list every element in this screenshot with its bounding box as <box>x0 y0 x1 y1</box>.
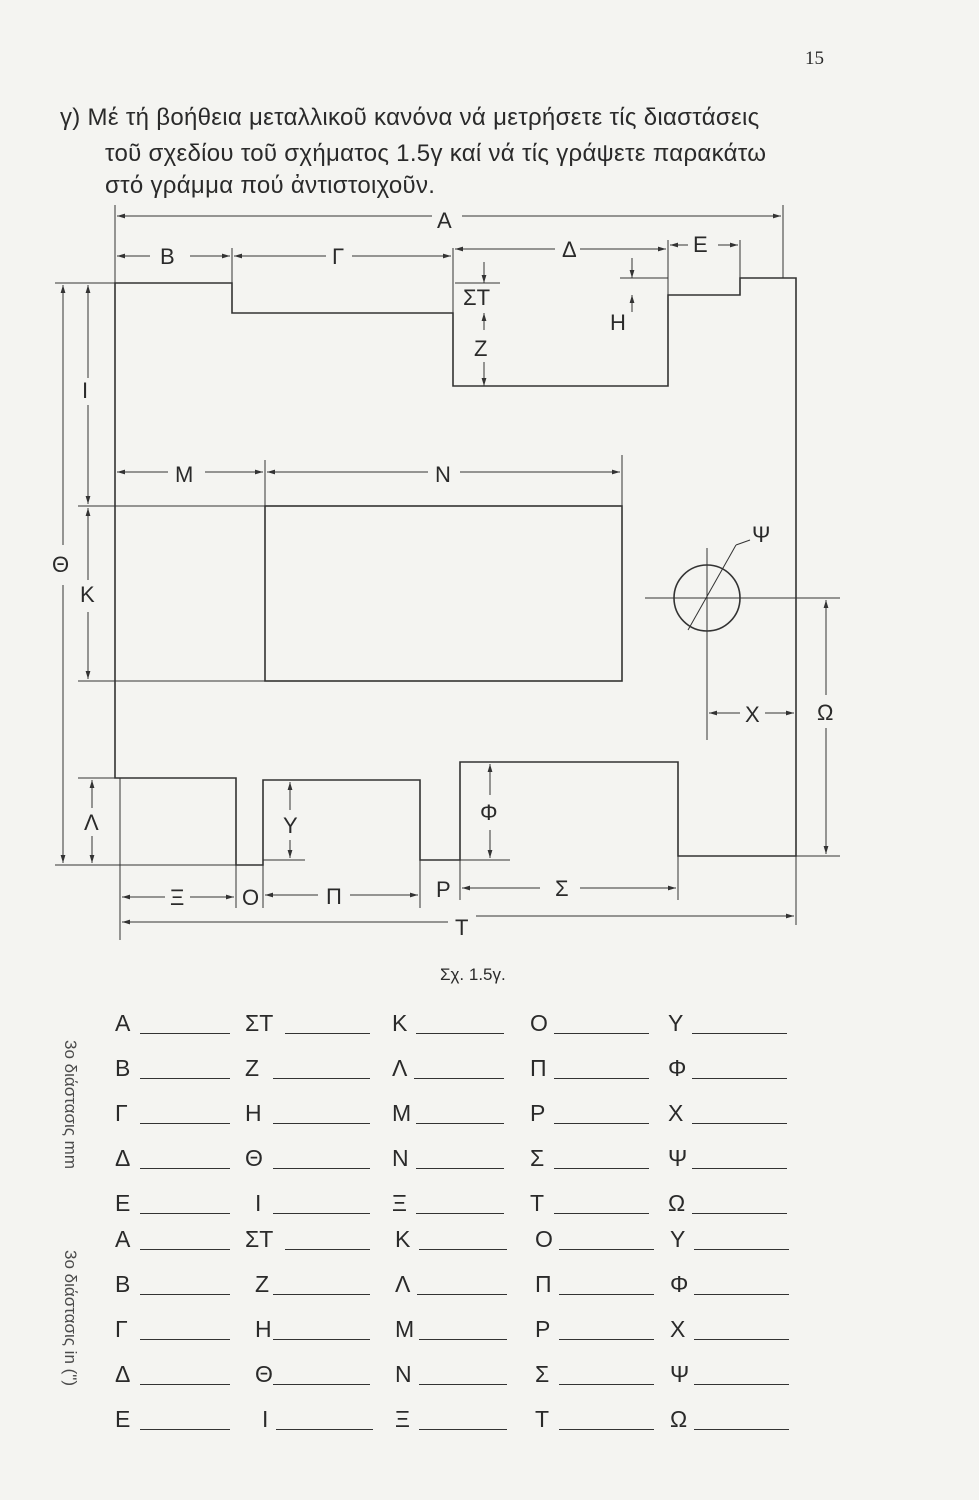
page-number: 15 <box>805 48 824 69</box>
answer-field[interactable]: Β <box>115 1055 130 1082</box>
svg-text:Ο: Ο <box>242 885 260 910</box>
answer-field[interactable]: Α <box>115 1226 130 1253</box>
svg-text:Υ: Υ <box>283 813 298 838</box>
answer-field[interactable]: Ζ <box>245 1055 259 1082</box>
instruction-line-3: στό γράμμα πού ἀντιστοιχοῦν. <box>105 172 436 199</box>
answer-field[interactable]: Κ <box>395 1226 410 1253</box>
answer-field[interactable]: Ξ <box>392 1190 407 1217</box>
answer-field[interactable]: Ξ <box>395 1406 410 1433</box>
svg-text:Β: Β <box>160 244 175 269</box>
side-label-mm: 3ο διάστασις mm <box>61 1040 80 1170</box>
svg-text:Ν: Ν <box>435 462 451 487</box>
answer-field[interactable]: Ψ <box>668 1145 687 1172</box>
answer-field[interactable]: Θ <box>255 1361 273 1388</box>
inner-rectangle <box>265 506 622 681</box>
answer-field[interactable]: Ε <box>115 1406 130 1433</box>
answer-field[interactable]: Θ <box>245 1145 263 1172</box>
answer-field[interactable]: Τ <box>535 1406 549 1433</box>
svg-text:Π: Π <box>326 884 342 909</box>
answer-field[interactable]: Ν <box>395 1361 412 1388</box>
svg-text:Χ: Χ <box>745 702 760 727</box>
answer-field[interactable]: Υ <box>670 1226 685 1253</box>
svg-text:Δ: Δ <box>562 237 577 262</box>
answer-field[interactable]: Β <box>115 1271 130 1298</box>
svg-text:Ω: Ω <box>817 700 834 725</box>
answer-field[interactable]: Χ <box>670 1316 685 1343</box>
svg-text:Ρ: Ρ <box>436 877 451 902</box>
svg-text:Α: Α <box>437 208 452 233</box>
svg-text:Ι: Ι <box>82 378 89 403</box>
answer-field[interactable]: Υ <box>668 1010 683 1037</box>
answer-field[interactable]: Γ <box>115 1316 128 1343</box>
answer-field[interactable]: Χ <box>668 1100 683 1127</box>
answer-field[interactable]: Μ <box>395 1316 414 1343</box>
svg-text:Λ: Λ <box>84 810 99 835</box>
answer-field[interactable]: Π <box>530 1055 547 1082</box>
svg-text:Μ: Μ <box>175 462 194 487</box>
answer-field[interactable]: Ζ <box>255 1271 269 1298</box>
svg-text:Θ: Θ <box>52 552 70 577</box>
answer-field[interactable]: Ω <box>668 1190 685 1217</box>
answer-field[interactable]: Ρ <box>530 1100 545 1127</box>
answer-field[interactable]: Μ <box>392 1100 411 1127</box>
answer-field[interactable]: ΣΤ <box>245 1226 273 1253</box>
side-label-inches: 3ο διάστασις in (") <box>61 1250 80 1386</box>
svg-text:Γ: Γ <box>332 244 345 269</box>
answer-field[interactable]: Φ <box>668 1055 686 1082</box>
svg-text:Ζ: Ζ <box>474 336 488 361</box>
instruction-line-2: τοῦ σχεδίου τοῦ σχήματος 1.5γ καί νά τίς γράψετε παρακάτω <box>105 140 767 167</box>
svg-text:Κ: Κ <box>80 582 95 607</box>
svg-text:Σ: Σ <box>555 876 569 901</box>
answer-field[interactable]: Π <box>535 1271 552 1298</box>
answer-field[interactable]: Ι <box>255 1190 261 1217</box>
svg-text:Ξ: Ξ <box>170 885 185 910</box>
answer-field[interactable]: Λ <box>392 1055 407 1082</box>
answer-field[interactable]: Δ <box>115 1361 130 1388</box>
answer-field[interactable]: Ο <box>530 1010 548 1037</box>
svg-text:Η: Η <box>610 310 626 335</box>
answer-field[interactable]: Ψ <box>670 1361 689 1388</box>
answer-field[interactable]: ΣΤ <box>245 1010 273 1037</box>
answer-field[interactable]: Σ <box>530 1145 544 1172</box>
answer-field[interactable]: Δ <box>115 1145 130 1172</box>
figure-caption: Σχ. 1.5γ. <box>440 965 506 984</box>
answer-field[interactable]: Ω <box>670 1406 687 1433</box>
answer-field[interactable]: Γ <box>115 1100 128 1127</box>
answer-field[interactable]: Λ <box>395 1271 410 1298</box>
answer-field[interactable]: Η <box>245 1100 262 1127</box>
answer-field[interactable]: Ι <box>262 1406 268 1433</box>
svg-text:Τ: Τ <box>455 915 469 940</box>
answer-field[interactable]: Α <box>115 1010 130 1037</box>
svg-text:Ψ: Ψ <box>752 522 771 547</box>
instruction-line-1: γ) Μέ τή βοήθεια μεταλλικοῦ κανόνα νά μετρήσετε τίς διαστάσεις <box>60 104 760 131</box>
answer-field[interactable]: Τ <box>530 1190 544 1217</box>
answer-field[interactable]: Φ <box>670 1271 688 1298</box>
svg-text:Ε: Ε <box>693 232 708 257</box>
svg-text:ΣΤ: ΣΤ <box>463 285 491 310</box>
answer-field[interactable]: Σ <box>535 1361 549 1388</box>
answer-field[interactable]: Η <box>255 1316 272 1343</box>
answer-field[interactable]: Ο <box>535 1226 553 1253</box>
answer-field[interactable]: Ε <box>115 1190 130 1217</box>
answer-field[interactable]: Ρ <box>535 1316 550 1343</box>
answer-field[interactable]: Κ <box>392 1010 407 1037</box>
svg-text:Φ: Φ <box>480 800 498 825</box>
answer-field[interactable]: Ν <box>392 1145 409 1172</box>
part-outline <box>115 278 796 865</box>
